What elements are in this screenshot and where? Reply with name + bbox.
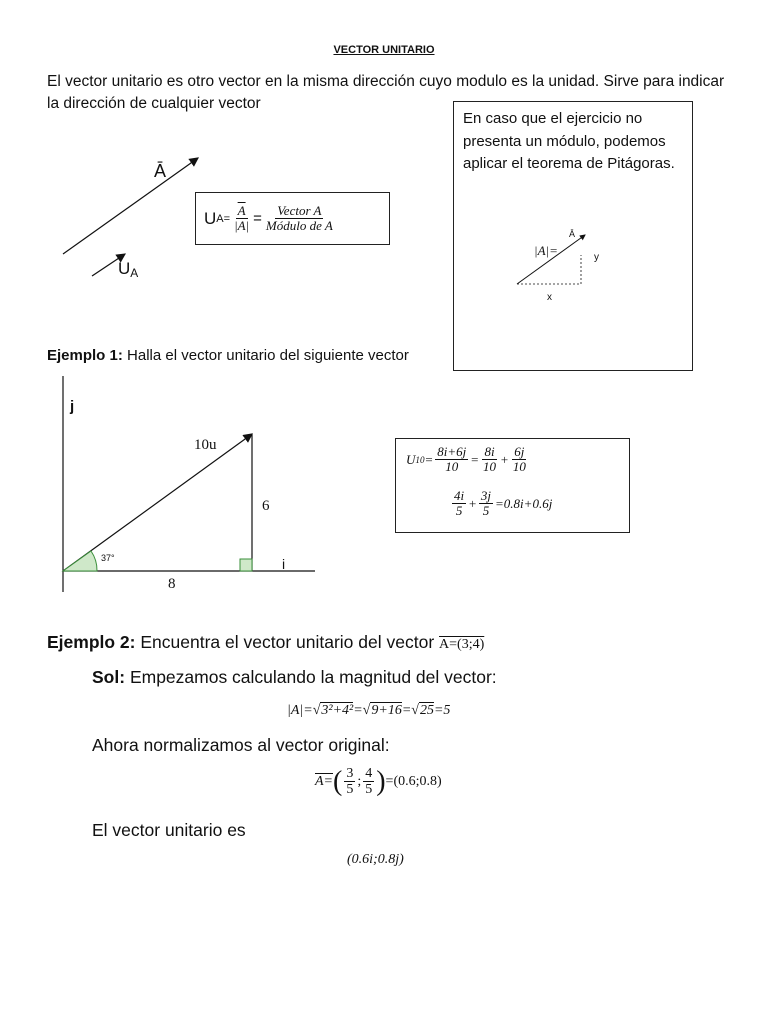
- vector-a-arrow: [63, 158, 198, 254]
- pythagoras-note-text: En caso que el ejercicio no presenta un módulo, podemos aplicar el teorema de Pitágoras.: [463, 110, 675, 172]
- example1-solution-box: U 10 = $\frac{8i+6j}{10}$ = $\frac{8i}{10}$ + $\frac{6j}{10}$ $\frac{4i}{5}$ + $\frac{3j}{5}$ =0.8i+0.6j: [395, 438, 630, 533]
- example1-heading: Ejemplo 1: Halla el vector unitario del siguiente vector: [47, 347, 409, 364]
- normalize-text: Ahora normalizamos al vector original:: [92, 735, 390, 755]
- normalize-formula: A= ( $\frac{3}{5}$ ; $\frac{4}{5}$ ) =(0.6;0.8): [315, 765, 442, 798]
- base-label: 8: [168, 576, 176, 592]
- triangle-figure: [55, 372, 320, 597]
- vector-a-label: Ā: [154, 161, 167, 181]
- angle-label: 37°: [101, 553, 115, 563]
- magnitude-formula: |A|=√3²+4²=√9+16=√25=5: [287, 703, 451, 718]
- page-title: VECTOR UNITARIO: [333, 44, 435, 56]
- x-label: x: [547, 292, 552, 303]
- axis-i-label: i: [282, 556, 286, 572]
- side-label: 6: [262, 498, 270, 514]
- pythagoras-mini-figure: [509, 227, 619, 297]
- unit-vector-label: $U_A$: [118, 259, 139, 280]
- pythagoras-note-box: [453, 101, 693, 371]
- solution-line: Sol: Empezamos calculando la magnitud del vector:: [92, 667, 497, 687]
- y-label: y: [594, 252, 599, 263]
- unit-vector-result: (0.6i;0.8j): [347, 852, 404, 867]
- unit-vector-formula-box: U A = $\frac{\overline{A}}{|A|}$ = $\frac{\text{Vector A}}{\text{Módulo de A}}$: [195, 192, 390, 245]
- mini-vector-label: Ā: [569, 229, 576, 239]
- modulus-label: |A|=: [534, 243, 558, 258]
- unit-vector-text: El vector unitario es: [92, 820, 246, 840]
- axis-j-label: j: [70, 398, 75, 415]
- intro-paragraph: El vector unitario es otro vector en la misma dirección cuyo modulo es la unidad. Sirve para indicar la dirección de cualquier vector: [47, 73, 725, 112]
- example2-heading: Ejemplo 2: Encuentra el vector unitario del vector A=(3;4): [47, 632, 485, 652]
- hypotenuse-label: 10u: [194, 437, 217, 453]
